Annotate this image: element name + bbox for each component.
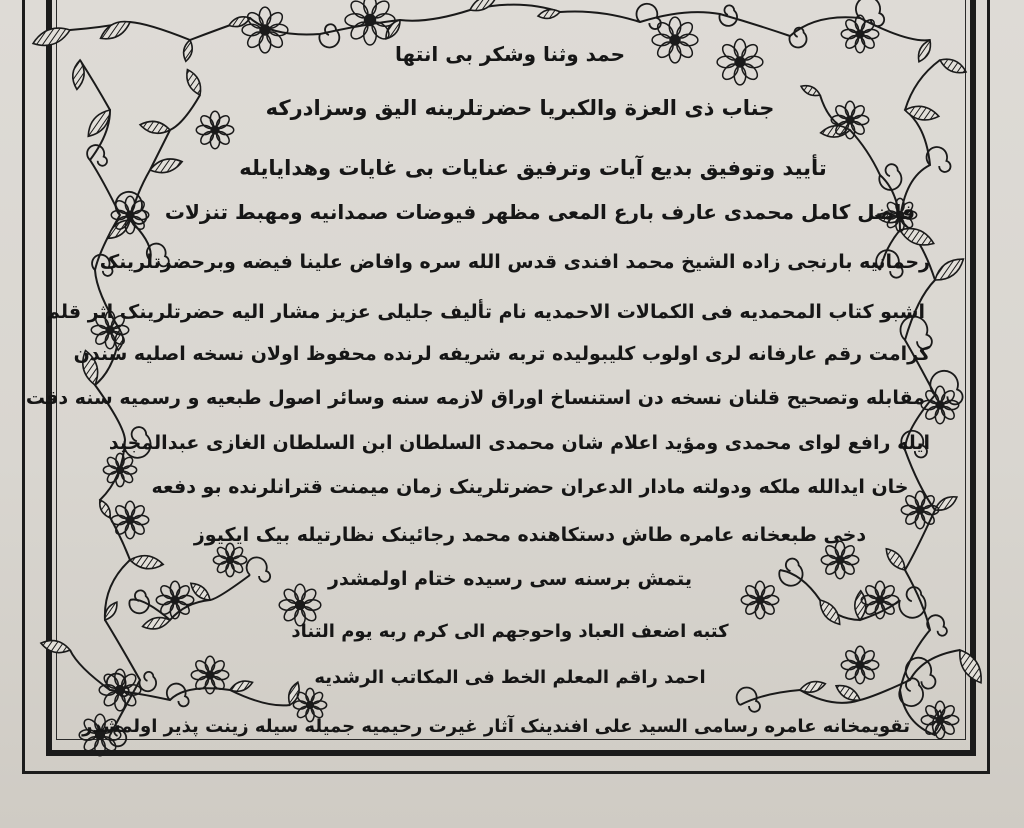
vine-leaf: [800, 682, 825, 693]
rosette-flower: [921, 701, 958, 738]
vine-curl: [129, 590, 149, 613]
rosette-flower: [196, 111, 233, 148]
vine-leaf: [140, 121, 170, 133]
text-line-5: رحمانیه بارنجی زاده الشیخ محمد افندی قدس الله سره وافاض علینا فیضه وبرحضرتلرینک: [99, 251, 930, 273]
rosette-flower: [111, 501, 148, 538]
vine-curl: [319, 24, 339, 47]
text-line-10: خان ایدالله ملکه ودولته مادار الدعران حضرتلرینک زمان میمنت قترانلرنده بو دفعه: [151, 476, 909, 498]
vine-curl: [927, 615, 947, 636]
vine-stem: [70, 5, 930, 41]
vine-leaf: [918, 40, 930, 62]
vine-leaf: [73, 60, 84, 89]
vine-leaf: [101, 22, 130, 39]
vine-leaf: [935, 259, 963, 280]
rosette-flower: [103, 453, 136, 486]
vine-curl: [247, 557, 271, 581]
vine-curl: [139, 672, 156, 691]
rosette-flower: [741, 581, 778, 618]
rosette-flower: [831, 101, 868, 138]
text-line-4: فاضل کامل محمدی عارف بارع المعی مظهر فیوضات صمدانیه ومهبط تنزلات: [164, 200, 916, 224]
vine-leaf: [230, 681, 253, 691]
vine-leaf: [836, 686, 860, 701]
text-line-2: جناب ذی العزة والکبریا حضرتلرینه الیق وسزادرکه: [265, 96, 775, 120]
text-line-15: تقویمخانه عامره رسامی السید علی افندینک آثار غیرت رحیمیه جمیله سیله زینت پذیر اولمشدر: [82, 716, 910, 737]
vine-leaf: [886, 549, 905, 570]
text-line-11: دخی طبعخانه عامره طاش دستکاهنده محمد رجائینک نظارتیله بیک ایکیوز: [193, 524, 867, 546]
rosette-flower: [111, 196, 148, 233]
vine-stem: [70, 650, 290, 705]
text-line-6: اشبو کتاب المحمدیه فی الکمالات الاحمدیه نام تألیف جلیلی عزیز مشار الیه حضرتلرینک اثر قلم: [45, 301, 925, 323]
rosette-flower: [213, 543, 246, 576]
vine-leaf: [187, 70, 201, 95]
text-line-12: یتمش برسنه سی رسیده ختام اولمشدر: [328, 568, 692, 590]
vine-leaf: [191, 583, 210, 600]
vine-leaf: [855, 591, 866, 620]
vine-leaf: [801, 86, 820, 96]
vine-curl: [930, 371, 962, 405]
vine-leaf: [143, 618, 170, 629]
vine-leaf: [41, 641, 70, 653]
text-line-9: ایله رافع لوای محمدی ومؤید اعلام شان محمدی السلطان ابن السلطان الغازی عبدالمجید: [108, 432, 930, 454]
vine-leaf: [900, 229, 934, 245]
vine-leaf: [820, 600, 840, 624]
rosette-flower: [841, 646, 878, 683]
text-line-3: تأیید وتوفیق بدیع آیات وترفیق عنایات بی غایات وهدایایله: [239, 156, 827, 180]
rosette-flower: [841, 15, 878, 52]
text-line-13: کتبه اضعف العباد واحوجهم الی کرم ربه یوم التناد: [291, 621, 729, 642]
vine-leaf: [960, 650, 981, 683]
vine-curl: [737, 687, 760, 711]
rosette-flower: [156, 581, 193, 618]
vine-leaf: [184, 40, 193, 61]
vine-stem: [130, 95, 200, 260]
text-line-7: کرامت رقم عارفانه لری اولوب کلیبولیده تربه شریفه لرنده محفوظ اولان نسخه اصلیه سندن: [73, 343, 930, 365]
vine-leaf: [538, 10, 560, 19]
text-line-14: احمد راقم المعلم الخط فی المکاتب الرشدیه: [314, 667, 706, 688]
rosette-flower: [279, 584, 321, 626]
vine-leaf: [100, 500, 110, 518]
rosette-flower: [242, 7, 288, 53]
vine-leaf: [940, 59, 966, 72]
rosette-flower: [717, 39, 763, 85]
text-line-1: حمد وثنا وشكر بی انتها: [395, 42, 625, 66]
vine-curl: [779, 559, 802, 586]
vine-leaf: [905, 106, 939, 120]
rosette-flower: [821, 541, 858, 578]
vine-leaf: [105, 602, 117, 620]
text-line-8: مقابله وتصحیح قلنان نسخه دن استنساخ اوراق لازمه سنه وسائر اصول طبعیه و رسمیه سنه دقت: [25, 387, 925, 409]
vine-leaf: [33, 28, 70, 45]
vine-leaf: [130, 556, 163, 569]
